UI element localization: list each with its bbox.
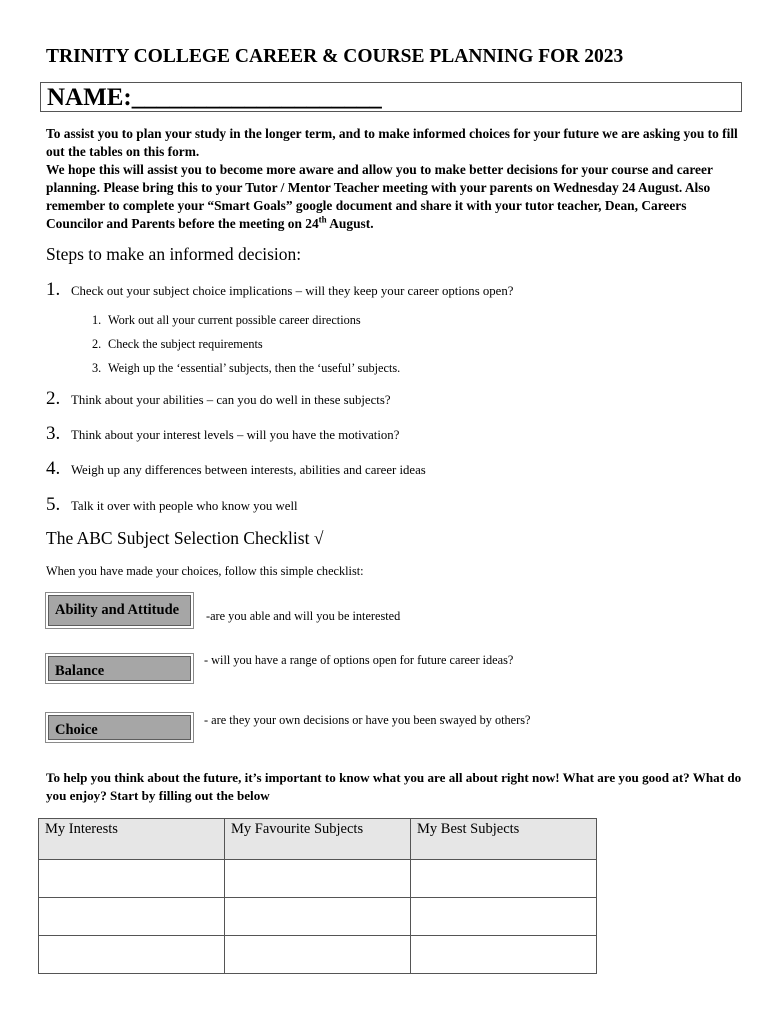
table-row [39, 936, 597, 974]
step-item [46, 279, 513, 301]
table-cell[interactable] [411, 860, 597, 898]
table-cell[interactable] [39, 936, 225, 974]
abc-heading: The ABC Subject Selection Checklist √ [46, 528, 324, 548]
step-text: Weigh up any differences between interests, abilities and career ideas [71, 463, 426, 477]
step-item [46, 458, 426, 480]
intro-text [46, 125, 746, 233]
intro-paragraph-2-main: We hope this will assist you to become more aware and allow you to make better decisions for your course and career planning. Please bring this to your Tutor / Mentor Teacher meeting with your parents on Wednesday 24 August. Also remember to complete your “Smart Goals” google document and share it with your tutor teacher, Dean, Careers Councilor and Parents before the meeting on 24 [46, 162, 713, 231]
intro-paragraph-2-end: August. [326, 216, 374, 231]
substep-item [92, 337, 263, 352]
substep-number: 3. [92, 361, 102, 375]
table-cell[interactable] [411, 936, 597, 974]
future-prompt: To help you think about the future, it’s important to know what you are all about right now! What are you good at? What do you enjoy? Start by filling out the below [46, 770, 742, 803]
step-number: 5. [46, 494, 61, 515]
step-item [46, 388, 391, 410]
planning-table [38, 818, 597, 974]
table-cell[interactable] [225, 936, 411, 974]
substep-text: Work out all your current possible career directions [108, 313, 361, 327]
step-text: Check out your subject choice implications – will they keep your career options open? [71, 284, 514, 298]
substep-item [92, 361, 400, 376]
table-cell[interactable] [225, 860, 411, 898]
abc-choice-box [45, 712, 194, 743]
name-field[interactable]: NAME:____________________ [40, 82, 742, 112]
table-cell[interactable] [39, 860, 225, 898]
abc-description: - are they your own decisions or have you been swayed by others? [204, 713, 531, 727]
column-header: My Best Subjects [411, 819, 597, 860]
abc-balance-box [45, 653, 194, 684]
abc-intro: When you have made your choices, follow this simple checklist: [46, 564, 364, 578]
abc-label: Choice [48, 715, 191, 740]
column-header: My Interests [39, 819, 225, 860]
column-header: My Favourite Subjects [225, 819, 411, 860]
step-item [46, 494, 298, 516]
ordinal-suffix: th [318, 214, 327, 225]
step-number: 2. [46, 388, 61, 409]
step-item [46, 423, 399, 445]
intro-paragraph-1: To assist you to plan your study in the longer term, and to make informed choices for your future we are asking you to fill out the tables on this form. [46, 126, 738, 159]
step-number: 3. [46, 423, 61, 444]
table-header-row [39, 819, 597, 860]
substep-number: 1. [92, 313, 102, 327]
abc-label: Balance [48, 656, 191, 681]
step-text: Think about your abilities – can you do well in these subjects? [71, 393, 391, 407]
table-cell[interactable] [39, 898, 225, 936]
intro-paragraph-2 [46, 161, 746, 233]
substep-text: Weigh up the ‘essential’ subjects, then the ‘useful’ subjects. [108, 361, 401, 375]
step-text: Talk it over with people who know you well [71, 499, 298, 513]
table-row [39, 898, 597, 936]
table-cell[interactable] [411, 898, 597, 936]
table-row [39, 860, 597, 898]
table-cell[interactable] [225, 898, 411, 936]
abc-ability-box [45, 592, 194, 629]
steps-heading: Steps to make an informed decision: [46, 244, 302, 264]
step-number: 4. [46, 458, 61, 479]
step-number: 1. [46, 279, 61, 300]
abc-label: Ability and Attitude [48, 595, 191, 626]
substep-number: 2. [92, 337, 102, 351]
substep-item [92, 313, 361, 328]
step-text: Think about your interest levels – will you have the motivation? [71, 428, 400, 442]
abc-description: - will you have a range of options open for future career ideas? [204, 653, 514, 667]
abc-description: -are you able and will you be interested [206, 609, 401, 623]
page-title: TRINITY COLLEGE CAREER & COURSE PLANNING FOR 2023 [46, 46, 624, 67]
substep-text: Check the subject requirements [108, 337, 263, 351]
